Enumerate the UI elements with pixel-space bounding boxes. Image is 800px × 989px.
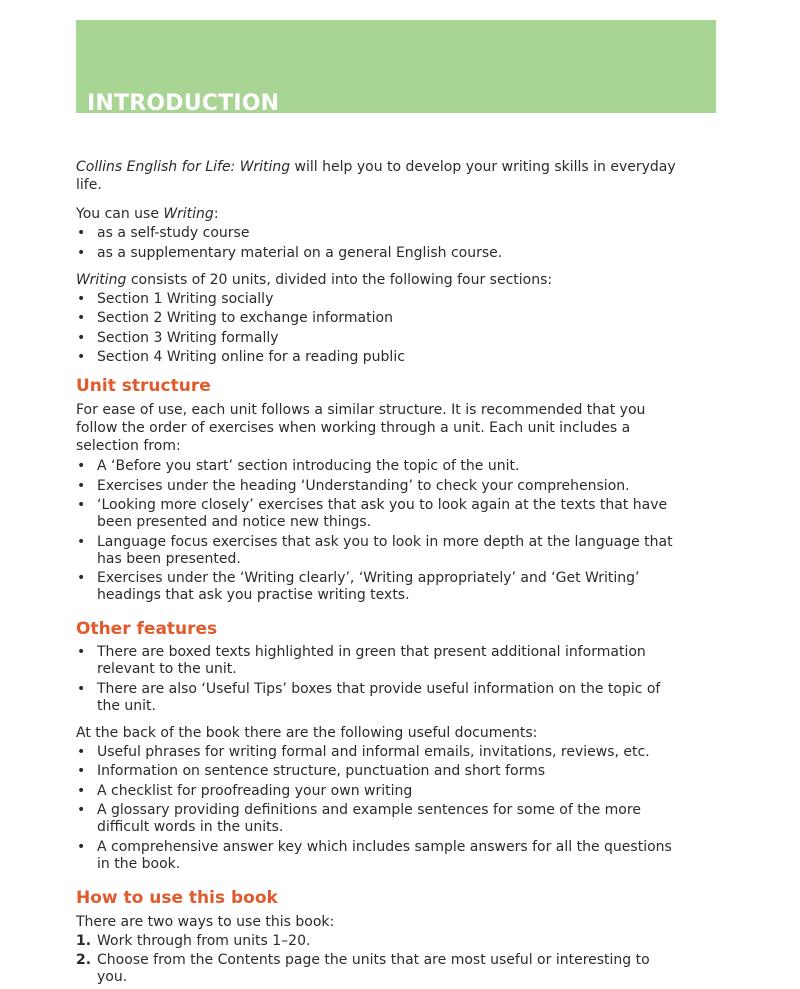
sections-list [76,291,676,367]
use-prefix: You can use [76,206,164,222]
list-item: • Information on sentence structure, punctuation and short forms [76,763,676,780]
use-intro [76,205,676,223]
heading-how-to-use: How to use this book [76,887,278,908]
consists-italic: Writing [76,271,127,288]
step-text: Choose from the Contents page the units that are most useful or interesting to you. [97,952,650,985]
list-item [76,933,676,950]
back-of-book-para: At the back of the book there are the following useful documents: [76,724,538,741]
list-item: • Exercises under the ‘Writing clearly’, ‘Writing appropriately’ and ‘Get Writing’ headings that ask you practise writing texts. [76,570,676,604]
list-item: • A glossary providing definitions and example sentences for some of the more difficult words in the units. [76,802,676,836]
list-item [76,952,676,986]
list-item: • Section 2 Writing to exchange information [76,310,676,327]
step-text: Work through from units 1–20. [97,932,311,949]
list-item: • Section 3 Writing formally [76,330,676,347]
list-item: • Section 4 Writing online for a reading public [76,349,676,366]
list-item: • There are also ‘Useful Tips’ boxes that provide useful information on the topic of the unit. [76,681,676,715]
unit-structure-para: For ease of use, each unit follows a similar structure. It is recommended that you follow the order of exercises when working through a unit. Each unit includes a selection from: [76,402,646,454]
consists-rest: consists of 20 units, divided into the following four sections: [126,271,553,288]
how-to-use-para: There are two ways to use this book: [76,913,335,930]
intro-lead-rest: will help you to develop your writing skills in everyday life. [76,159,676,193]
list-item: • There are boxed texts highlighted in green that present additional information relevant to the unit. [76,644,676,678]
list-item: • as a supplementary material on a general English course. [76,245,676,262]
back-of-book-list [76,744,676,873]
list-item: • as a self-study course [76,225,676,242]
list-item: • A comprehensive answer key which includes sample answers for all the questions in the book. [76,839,676,873]
heading-other-features: Other features [76,619,218,639]
step-number: 2. [76,952,92,968]
intro-lead [76,158,676,194]
page-title: INTRODUCTION [87,91,280,116]
main-content [76,158,676,989]
unit-structure-list [76,458,676,604]
list-item: • Exercises under the heading ‘Understanding’ to check your comprehension. [76,478,676,495]
how-to-use-steps [76,933,676,987]
consists-intro [76,271,676,289]
use-list [76,225,676,262]
list-item: • A ‘Before you start’ section introducing the topic of the unit. [76,458,676,475]
book-title: Collins English for Life: Writing [76,159,291,175]
heading-unit-structure: Unit structure [76,376,211,396]
step-number: 1. [76,932,92,949]
list-item: • A checklist for proofreading your own writing [76,783,676,800]
section-banner [76,20,716,116]
other-features-list [76,644,676,715]
list-item: • Useful phrases for writing formal and informal emails, invitations, reviews, etc. [76,744,676,761]
list-item: • Section 1 Writing socially [76,291,676,308]
list-item: • Language focus exercises that ask you to look in more depth at the language that has been presented. [76,534,676,568]
use-suffix: : [213,206,219,222]
list-item: • ‘Looking more closely’ exercises that ask you to look again at the texts that have been presented and notice new things. [76,497,676,531]
use-italic: Writing [163,206,214,222]
